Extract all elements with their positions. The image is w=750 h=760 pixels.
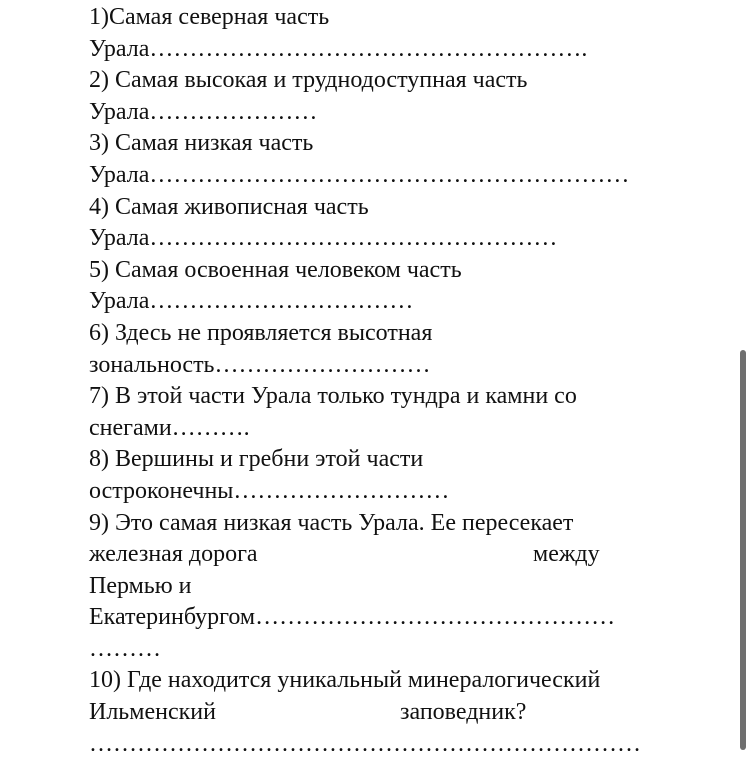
question-9-text: 9) Это самая низкая часть Урала. Ее пересекает [89,509,574,536]
question-9-gap-left: железная дорога [89,541,258,568]
question-7-text: 7) В этой части Урала только тундра и камни со [89,383,577,410]
question-3-text: 3) Самая низкая часть [89,130,314,157]
question-10-gap-left: Ильменский [89,699,216,726]
answer-line-10: …………………………………………………………… [89,730,641,757]
answer-line-6: зональность……………………… [89,351,431,378]
question-9-text-cont: Пермью и [89,572,192,599]
question-10-gap-right: заповедник? [400,699,527,726]
answer-line-3: Урала…………………………………………………… [89,161,630,188]
question-4-text: 4) Самая живописная часть [89,193,369,220]
answer-line-4: Урала…………………………………………… [89,225,558,252]
answer-line-9: Екатеринбургом……………………………………… [89,604,616,631]
question-1-text: 1)Самая северная часть [89,4,330,30]
question-6-text: 6) Здесь не проявляется высотная [89,319,433,346]
vertical-scrollbar[interactable] [740,350,746,750]
question-2-text: 2) Самая высокая и труднодоступная часть [89,67,528,94]
question-9-gap-right: между [533,541,600,568]
answer-line-8: остроконечны……………………… [89,477,450,504]
question-5-text: 5) Самая освоенная человеком часть [89,256,462,283]
answer-line-1: Урала………………………………………………. [89,35,588,62]
answer-line-5: Урала…………………………… [89,288,414,315]
answer-line-2: Урала………………… [89,98,318,125]
question-8-text: 8) Вершины и гребни этой части [89,446,424,473]
answer-line-7: снегами………. [89,414,250,441]
question-10-gap-line [89,697,709,729]
question-10-text: 10) Где находится уникальный минералогический [89,667,601,694]
answer-line-9-cont: ……… [89,635,161,662]
question-9-gap-line [89,539,709,571]
answer-sheet [89,2,709,760]
